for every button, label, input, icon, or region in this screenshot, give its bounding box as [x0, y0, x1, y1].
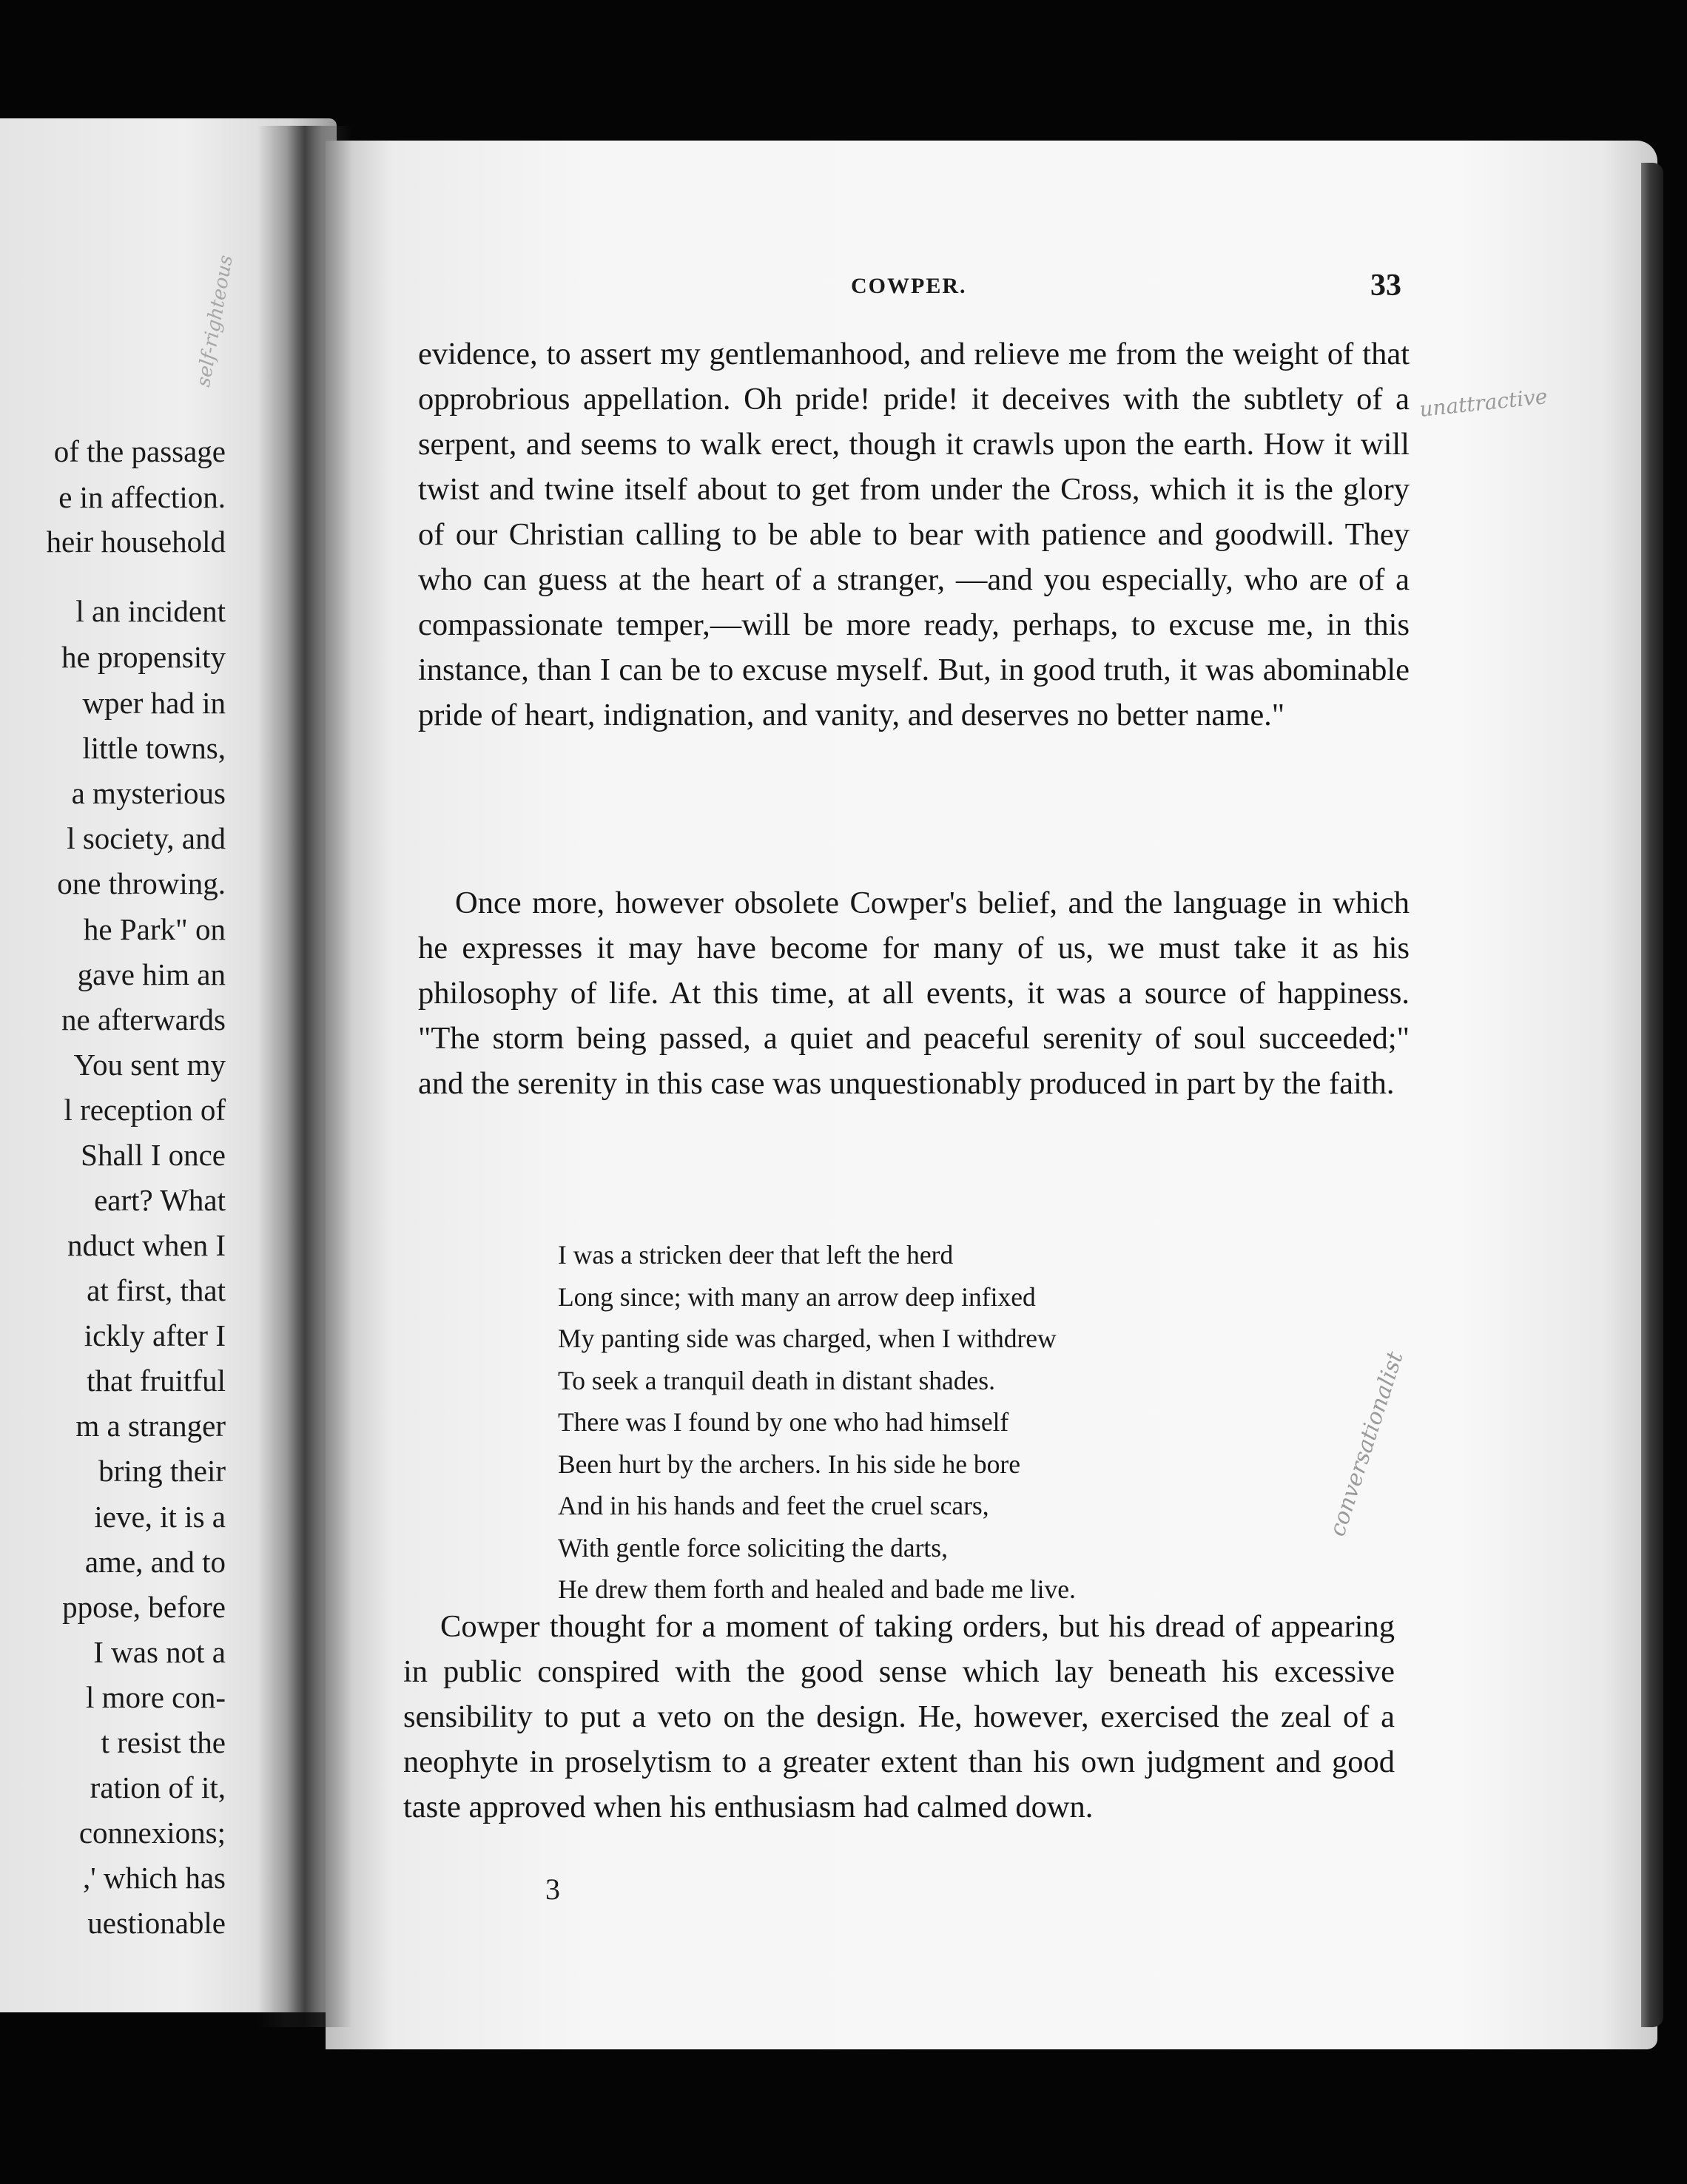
running-head: COWPER.	[851, 274, 967, 298]
left-line: ,' which has	[83, 1861, 226, 1895]
left-line: eart? What	[94, 1183, 226, 1217]
pencil-annotation-side: conversationalist	[1324, 1348, 1409, 1540]
left-line: I was not a	[93, 1635, 226, 1669]
left-line: l more con-	[86, 1680, 226, 1714]
left-line: nduct when I	[67, 1228, 226, 1262]
left-line: one throwing.	[57, 866, 226, 900]
page-number: 33	[1370, 269, 1401, 303]
paragraph-3-text: Cowper thought for a moment of taking orders, but his dread of appearing in public conspired with the good sense which lay beneath his excessive sensibility to put a veto on the design. He, however, exercised the zeal of a neophyte in proselytism to a greater extent than his own judgment and good taste approved when his enthusiasm had calmed down.	[403, 1609, 1395, 1824]
poem-line: Been hurt by the archers. In his side he bore	[558, 1449, 1020, 1479]
left-line: connexions;	[78, 1816, 226, 1850]
left-line: ne afterwards	[61, 1002, 226, 1037]
paragraph-2	[418, 880, 1410, 1106]
poem-line: And in his hands and feet the cruel scars,	[558, 1491, 989, 1520]
poem-line: There was I found by one who had himself	[558, 1407, 1009, 1437]
poem-line: Long since; with many an arrow deep infixed	[558, 1281, 1036, 1312]
left-line: e in affection.	[58, 480, 226, 514]
book-gutter	[257, 126, 352, 2027]
signature-mark: 3	[545, 1873, 560, 1906]
page-edge	[1641, 163, 1663, 2027]
left-line: gave him an	[77, 957, 226, 991]
poem-line: I was a stricken deer that left the herd	[558, 1240, 954, 1270]
left-line: l an incident	[75, 594, 226, 628]
poem-line: He drew them forth and healed and bade me live.	[558, 1574, 1076, 1604]
left-line: ame, and to	[84, 1545, 226, 1579]
left-line: bring their	[98, 1454, 226, 1488]
paragraph-2-text: Once more, however obsolete Cowper's belief, and the language in which he expresses it may have become for many of us, we must take it as his philosophy of life. At this time, at all events, it was a source of happiness. "The storm being passed, a quiet and peaceful serenity of soul succeeded;" and the serenity in this case was unquestionably produced in part by the faith.	[418, 886, 1410, 1101]
paragraph-3	[403, 1604, 1395, 1830]
poem-line: My panting side was charged, when I withdrew	[558, 1324, 1057, 1353]
left-line: You sent my	[73, 1048, 226, 1082]
poem-line: To seek a tranquil death in distant shades.	[558, 1365, 996, 1395]
left-line: heir household	[46, 525, 226, 559]
left-line: ppose, before	[62, 1590, 226, 1624]
pencil-annotation-top: unattractive	[1418, 384, 1549, 422]
left-line: uestionable	[87, 1906, 226, 1940]
paragraph-1	[418, 331, 1410, 738]
poem-line: With gentle force soliciting the darts,	[558, 1532, 948, 1563]
pencil-annotation-left: self-righteous	[192, 253, 238, 389]
left-line: Shall I once	[81, 1138, 226, 1172]
left-line: t resist the	[101, 1725, 226, 1759]
left-line: that fruitful	[87, 1364, 226, 1398]
paragraph-1-text: evidence, to assert my gentlemanhood, and relieve me from the weight of that opprobrious appellation. Oh pride! pride! it deceives with the subtlety of a serpent, and seems to walk erect, though it crawls upon the earth. How it will twist and twine itself about to get from under the Cross, which it is the glory of our Christian calling to be able to bear with patience and goodwill. They who can guess at the heart of a stranger, —and you especially, who are of a compassionate temper,—will be more ready, perhaps, to excuse me, in this instance, than I can be to excuse myself. But, in good truth, it was abominable pride of heart, indignation, and vanity, and deserves no better name."	[418, 337, 1410, 732]
left-line: wper had in	[82, 686, 226, 720]
left-line: ration of it,	[90, 1770, 226, 1804]
left-line: at first, that	[87, 1273, 226, 1307]
left-line: of the passage	[53, 434, 226, 468]
left-line: l society, and	[67, 821, 226, 855]
left-line: little towns,	[82, 731, 226, 765]
left-line: he propensity	[61, 640, 226, 674]
left-line: ickly after I	[84, 1318, 226, 1352]
poem-quotation	[558, 1234, 1298, 1611]
left-line: he Park" on	[83, 912, 226, 946]
left-line: a mysterious	[71, 776, 226, 810]
left-line: ieve, it is a	[94, 1500, 226, 1534]
left-line: l reception of	[64, 1093, 226, 1127]
left-line: m a stranger	[75, 1409, 226, 1443]
